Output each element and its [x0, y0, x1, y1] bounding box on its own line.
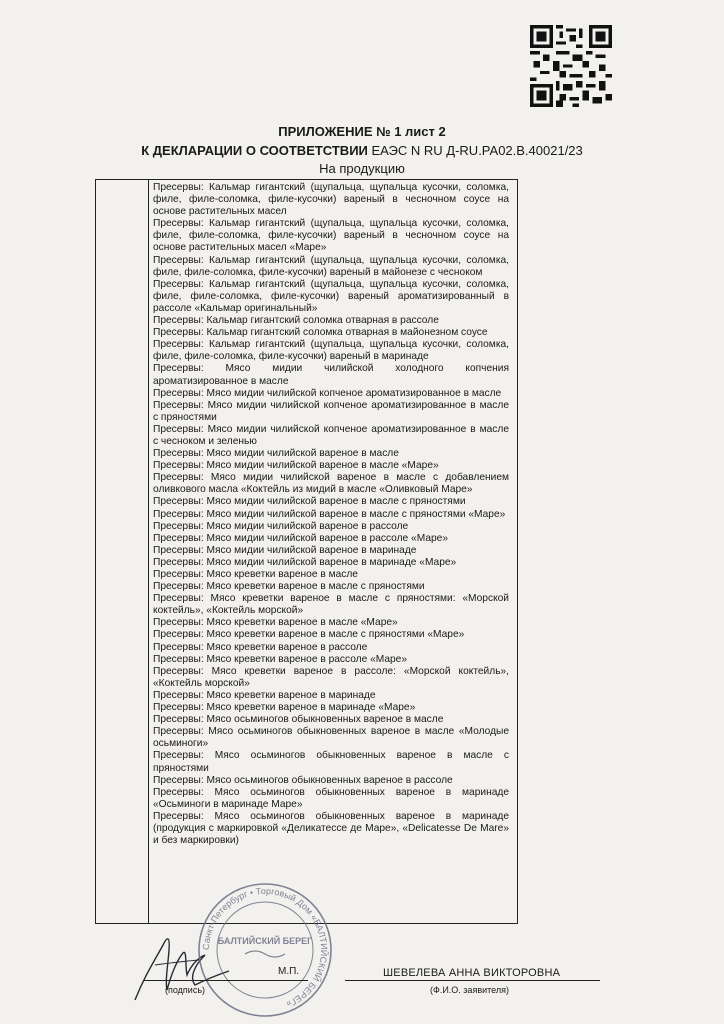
product-item: Пресервы: Мясо мидии чилийской вареное в масле с добавлением оливкового масла «Коктейль из мидий в масле «Оливковый Маре» — [153, 472, 509, 496]
products-table — [95, 179, 518, 924]
product-item: Пресервы: Кальмар гигантский (щупальца, щупальца кусочки, соломка, филе, филе-соломка, филе-кусочки) вареный в чесночном соусе на основе растительных масел «Маре» — [153, 218, 509, 254]
product-item: Пресервы: Мясо креветки вареное в масле с пряностями: «Морской коктейль», «Коктейль морской» — [153, 593, 509, 617]
product-item: Пресервы: Кальмар гигантский соломка отварная в майонезном соусе — [153, 327, 488, 339]
table-column-divider — [148, 180, 149, 923]
declaration-title-bold: К ДЕКЛАРАЦИИ О СООТВЕТСТВИИ — [141, 143, 368, 158]
product-item: Пресервы: Мясо осьминогов обыкновенных вареное в маринаде «Осьминоги в маринаде Маре» — [153, 786, 509, 810]
signature-line — [143, 980, 308, 981]
product-item: Пресервы: Мясо креветки вареное в масле «Маре» — [153, 617, 398, 629]
declaration-title — [0, 143, 724, 158]
product-item: Пресервы: Мясо мидии чилийской копченое ароматизированное в масле — [153, 387, 502, 399]
product-item: Пресервы: Кальмар гигантский (щупальца, щупальца кусочки, соломка, филе, филе-соломка, филе-кусочки) вареный в чесночном соусе на основе растительных масел — [153, 182, 509, 218]
product-item: Пресервы: Кальмар гигантский (щупальца, щупальца кусочки, соломка, филе, филе-соломка, филе-кусочки) вареный в майонезе с чесноком — [153, 254, 509, 278]
product-item: Пресервы: Мясо осьминогов обыкновенных вареное в масле — [153, 714, 444, 726]
product-item: Пресервы: Мясо мидии чилийской вареное в маринаде «Маре» — [153, 556, 457, 568]
product-item: Пресервы: Мясо осьминогов обыкновенных вареное в масле «Молодые осьминоги» — [153, 726, 509, 750]
products-subtitle: На продукцию — [319, 161, 405, 176]
applicant-caption: (Ф.И.О. заявителя) — [430, 985, 509, 995]
product-item: Пресервы: Мясо мидии чилийской копченое ароматизированное в масле с пряностями — [153, 399, 509, 423]
qr-code-icon — [530, 25, 612, 107]
product-item: Пресервы: Мясо мидии чилийской копченое ароматизированное в масле с чесноком и зеленью — [153, 423, 509, 447]
stamp-ring-text: Санкт-Петербург • Торговый Дом «БАЛТИЙСКИЙ БЕРЕГ» — [200, 885, 330, 1010]
annex-title: ПРИЛОЖЕНИЕ № 1 лист 2 — [278, 124, 446, 139]
company-stamp — [195, 880, 335, 1020]
product-item: Пресервы: Мясо креветки вареное в рассоле — [153, 641, 368, 653]
product-item: Пресервы: Мясо креветки вареное в маринаде «Маре» — [153, 702, 416, 714]
product-item: Пресервы: Кальмар гигантский соломка отварная в рассоле — [153, 315, 439, 327]
product-item: Пресервы: Мясо мидии чилийской вареное в масле с пряностями — [153, 496, 466, 508]
svg-text:Санкт-Петербург • Торговый Дом — [201, 886, 330, 1009]
stamp-inner-text: БАЛТИЙСКИЙ БЕРЕГ — [217, 936, 313, 946]
product-item: Пресервы: Мясо мидии чилийской вареное в маринаде — [153, 544, 417, 556]
product-item: Пресервы: Кальмар гигантский (щупальца, щупальца кусочки, соломка, филе, филе-соломка, филе-кусочки) вареный в маринаде — [153, 339, 509, 363]
product-item: Пресервы: Мясо осьминогов обыкновенных вареное в маринаде (продукция с маркировкой «Деликатессе де Маре», «Delicatesse De Mare» и без маркировки) — [153, 810, 509, 847]
product-item: Пресервы: Мясо мидии чилийской вареное в масле «Маре» — [153, 460, 439, 472]
signature-caption: (подпись) — [165, 985, 206, 995]
product-list — [153, 182, 509, 847]
product-item: Пресервы: Мясо креветки вареное в рассоле «Маре» — [153, 653, 408, 665]
product-item: Пресервы: Мясо мидии чилийской вареное в масле с пряностями «Маре» — [153, 508, 506, 520]
product-item: Пресервы: Мясо мидии чилийской вареное в рассоле — [153, 520, 409, 532]
product-item: Пресервы: Мясо мидии чилийской вареное в масле — [153, 448, 399, 460]
product-item: Пресервы: Мясо креветки вареное в масле — [153, 569, 358, 580]
product-item: Пресервы: Мясо мидии чилийской вареное в рассоле «Маре» — [153, 532, 448, 544]
applicant-name-line — [345, 980, 600, 981]
declaration-number: ЕАЭС N RU Д-RU.PA02.B.40021/23 — [367, 143, 583, 158]
product-item: Пресервы: Мясо мидии чилийской холодного копчения ароматизированное в масле — [153, 363, 509, 387]
stamp-place-label: М.П. — [278, 966, 300, 977]
product-item: Пресервы: Мясо креветки вареное в масле с пряностями «Маре» — [153, 629, 465, 641]
product-item: Пресервы: Мясо креветки вареное в маринаде — [153, 689, 376, 701]
product-item: Пресервы: Кальмар гигантский (щупальца, щупальца кусочки, соломка, филе, филе-соломка, филе-кусочки) вареный ароматизированный в рассоле «Кальмар оригинальный» — [153, 278, 509, 314]
product-item: Пресервы: Мясо креветки вареное в масле с пряностями — [153, 581, 425, 593]
applicant-name: ШЕВЕЛЕВА АННА ВИКТОРОВНА — [383, 967, 561, 979]
product-item: Пресервы: Мясо осьминогов обыкновенных вареное в рассоле — [153, 774, 453, 786]
product-item: Пресервы: Мясо осьминогов обыкновенных вареное в масле с пряностями — [153, 750, 509, 774]
product-item: Пресервы: Мясо креветки вареное в рассоле: «Морской коктейль», «Коктейль морской» — [153, 665, 509, 689]
